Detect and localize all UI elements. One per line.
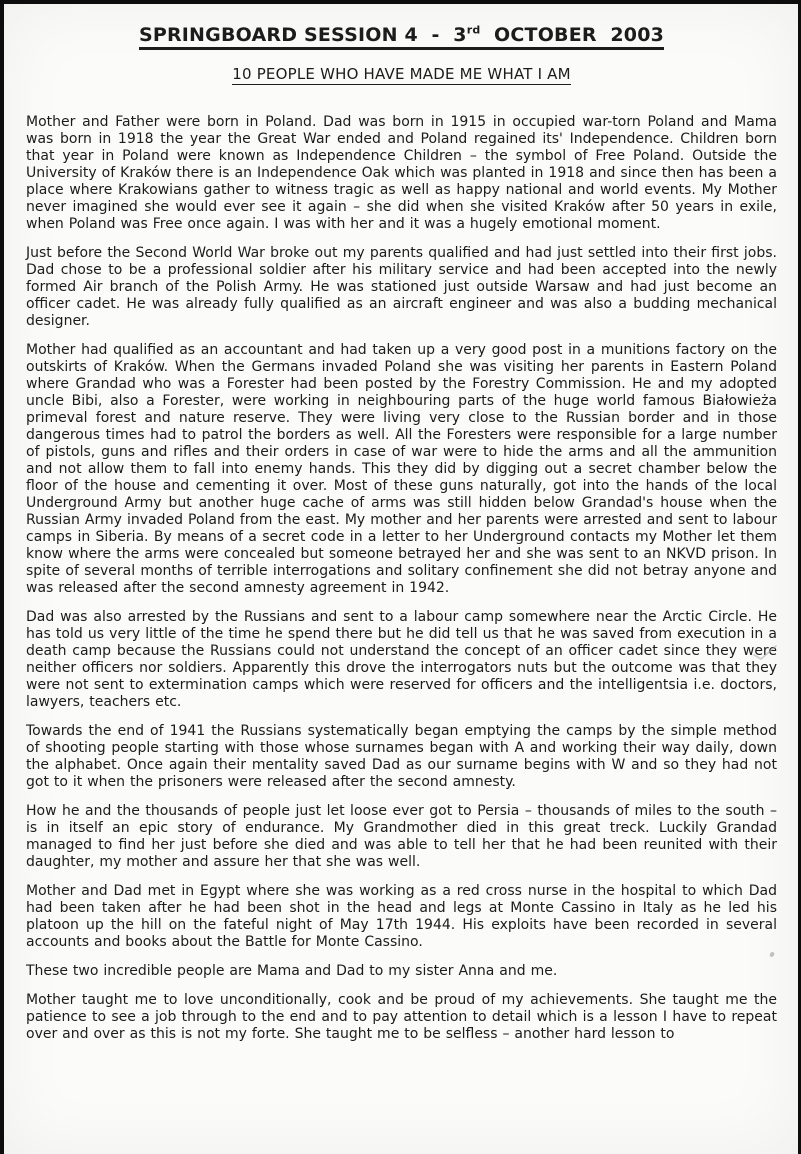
document-body <box>26 114 777 1043</box>
paragraph-mother-accountant: Mother had qualified as an accountant and had taken up a very good post in a munitions factory on the outskirts of Kraków. When the Germans invaded Poland she was visiting her parents in Eastern Poland where Grandad who was a Forester had been posted by the Forestry Commission. He and my adopted uncle Bibi, also a Forester, were working in neighbouring parts of the huge world famous Białowieża primeval forest and nature reserve. They were living very close to the Russian border and in those dangerous times had to patrol the borders as well. All the Foresters were responsible for a large number of pistols, guns and rifles and their orders in case of war were to hide the arms and all the ammunition and not allow them to fall into enemy hands. This they did by digging out a secret chamber below the floor of the house and cementing it over. Most of these guns naturally, got into the hands of the local Underground Army but another huge cache of arms was still hidden below Grandad's house when the Russian Army invaded Poland from the east. My mother and her parents were arrested and sent to labour camps in Siberia. By means of a secret code in a letter to her Underground contacts my Mother let them know where the arms were concealed but someone betrayed her and she was sent to an NKVD prison. In spite of several months of terrible interrogations and solitary confinement she did not betray anyone and was released after the second amnesty agreement in 1942. <box>26 342 777 596</box>
paragraph-met-in-egypt: Mother and Dad met in Egypt where she was working as a red cross nurse in the hospital to which Dad had been taken after he had been shot in the head and legs at Monte Cassino in Italy as he led his platoon up the hill on the fateful night of May 17th 1944. His exploits have been recorded in several accounts and books about the Battle for Monte Cassino. <box>26 883 777 950</box>
document-subtitle <box>26 65 777 85</box>
paragraph-trek-to-persia: How he and the thousands of people just let loose ever got to Persia – thousands of miles to the south – is in itself an epic story of endurance. My Grandmother died in this great treck. Luckily Grandad managed to find her just before she died and was able to tell her that he had been reunited with their daughter, my mother and assure her that she was well. <box>26 803 777 870</box>
document-title <box>26 24 777 50</box>
paragraph-mama-and-dad: These two incredible people are Mama and Dad to my sister Anna and me. <box>26 963 558 979</box>
paragraph-dad-arrested: Dad was also arrested by the Russians and sent to a labour camp somewhere near the Arctic Circle. He has told us very little of the time he spend there but he did tell us that he was saved from execution in a death camp because the Russians could not understand the concept of an officer cadet since they were neither officers nor soldiers. Apparently this drove the interrogators nuts but the outcome was that they were not sent to extermination camps which were reserved for officers and the intelligentsia i.e. doctors, lawyers, teachers etc. <box>26 609 777 710</box>
subtitle-text: 10 PEOPLE WHO HAVE MADE ME WHAT I AM <box>232 65 571 83</box>
title-underline <box>139 24 664 50</box>
subtitle-underline <box>232 65 571 85</box>
title-ordinal-superscript: rd <box>466 23 481 37</box>
title-text-suffix: OCTOBER 2003 <box>480 24 665 46</box>
paragraph-parents-born-poland: Mother and Father were born in Poland. Dad was born in 1915 in occupied war-torn Poland and Mama was born in 1918 the year the Great War ended and Poland regained its' Independence. Children born that year in Poland were known as Independence Children – the symbol of Free Poland. Outside the University of Kraków there is an Independence Oak which was planted in 1918 and since then has been a place where Krakowians gather to witness tragic as well as happy national and world events. My Mother never imagined she would ever see it again – she did when she visited Kraków after 50 years in exile, when Poland was Free once again. I was with her and it was a hugely emotional moment. <box>26 114 777 232</box>
paragraph-end-of-1941: Towards the end of 1941 the Russians systematically began emptying the camps by the simple method of shooting people starting with those whose surnames began with A and working their way daily, down the alphabet. Once again their mentality saved Dad as our surname begins with W and so they had not got to it when the prisoners were released after the second amnesty. <box>26 723 777 790</box>
paragraph-mother-taught-me: Mother taught me to love unconditionally, cook and be proud of my achievements. She taught me the patience to see a job through to the end and to pay attention to detail which is a lesson I have to repeat over and over as this is not my forte. She taught me to be selfless – another hard lesson to <box>26 992 777 1042</box>
title-text-prefix: SPRINGBOARD SESSION 4 - 3 <box>138 24 467 46</box>
pen-check-mark-icon <box>752 644 778 664</box>
paragraph-before-second-world-war: Just before the Second World War broke out my parents qualified and had just settled into their first jobs. Dad chose to be a professional soldier after his military service and had been accepted into the newly formed Air branch of the Polish Army. He was stationed just outside Warsaw and had just become an officer cadet. He was already fully qualified as an aircraft engineer and was also a budding mechanical designer. <box>26 245 777 329</box>
